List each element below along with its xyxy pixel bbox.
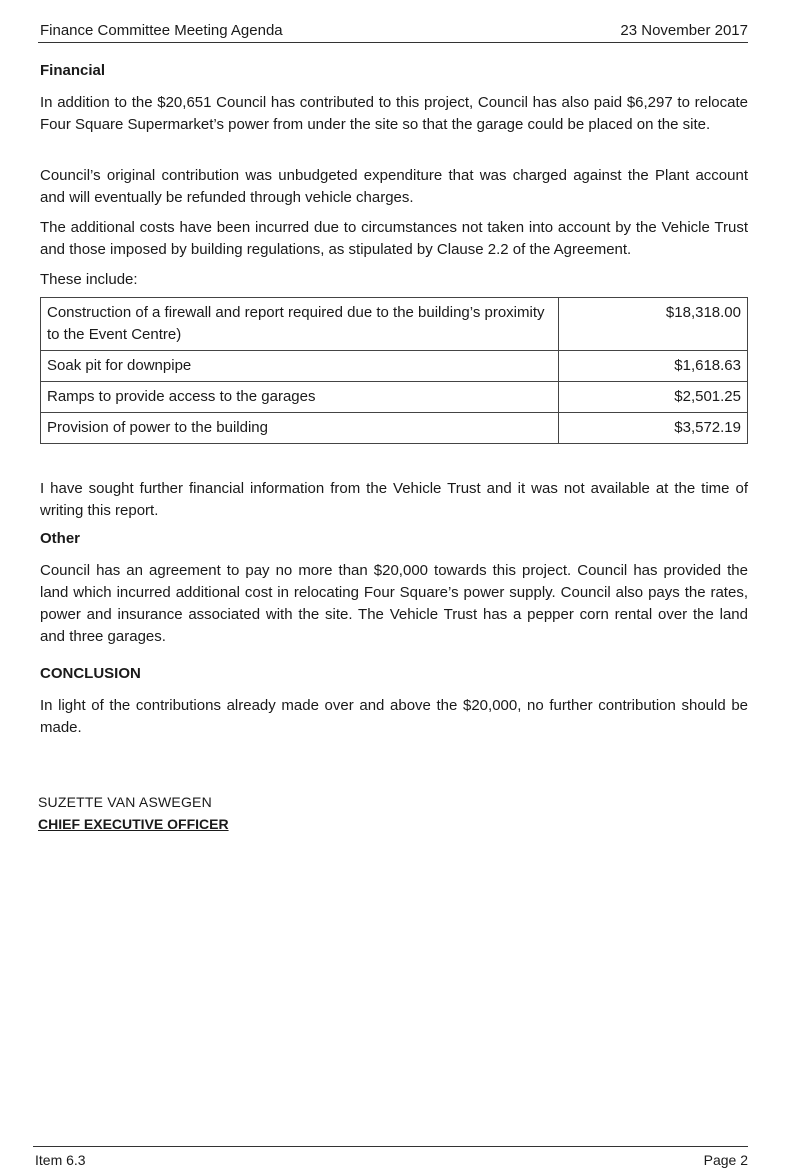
signature-name: SUZETTE VAN ASWEGEN [38, 794, 212, 810]
cost-item: Provision of power to the building [41, 413, 559, 444]
page-header [38, 20, 748, 43]
other-heading: Other [40, 530, 81, 547]
financial-para-1: In addition to the $20,651 Council has contributed to this project, Council has also paid $6,297 to relocate Four Square Supermarket’s power from under the site so that the garage could be placed on the site. [40, 94, 748, 133]
cost-amount: $18,318.00 [559, 298, 748, 351]
footer-item: Item 6.3 [35, 1152, 86, 1168]
table-row [41, 413, 748, 444]
cost-amount: $2,501.25 [559, 382, 748, 413]
cost-item: Soak pit for downpipe [41, 351, 559, 382]
other-para: Council has an agreement to pay no more than $20,000 towards this project. Council has provided the land which incurred additional cost in relocating Four Square’s power supply. Council also pays the rates, power and insurance associated with the site. The Vehicle Trust has a pepper corn rental over the land and three garages. [40, 562, 748, 645]
cost-table [40, 297, 748, 444]
financial-para-2: Council’s original contribution was unbudgeted expenditure that was charged against the Plant account and will eventually be refunded through vehicle charges. [40, 167, 748, 206]
cost-amount: $3,572.19 [559, 413, 748, 444]
cost-item: Ramps to provide access to the garages [41, 382, 559, 413]
financial-para-3: The additional costs have been incurred due to circumstances not taken into account by the Vehicle Trust and those imposed by building regulations, as stipulated by Clause 2.2 of the Agreement. [40, 219, 748, 258]
table-row [41, 382, 748, 413]
signature-title: CHIEF EXECUTIVE OFFICER [38, 816, 229, 832]
page-footer [33, 1146, 748, 1168]
financial-para-5: I have sought further financial information from the Vehicle Trust and it was not available at the time of writing this report. [40, 480, 748, 519]
cost-amount: $1,618.63 [559, 351, 748, 382]
cost-item: Construction of a firewall and report required due to the building’s proximity to the Event Centre) [41, 298, 559, 351]
footer-page: Page 2 [703, 1152, 748, 1168]
financial-para-4: These include: [40, 271, 138, 288]
financial-heading: Financial [40, 62, 106, 79]
conclusion-heading: CONCLUSION [40, 665, 141, 682]
header-title: Finance Committee Meeting Agenda [40, 22, 283, 39]
header-date: 23 November 2017 [620, 22, 748, 39]
table-row [41, 298, 748, 351]
table-row [41, 351, 748, 382]
conclusion-para: In light of the contributions already made over and above the $20,000, no further contribution should be made. [40, 697, 748, 736]
